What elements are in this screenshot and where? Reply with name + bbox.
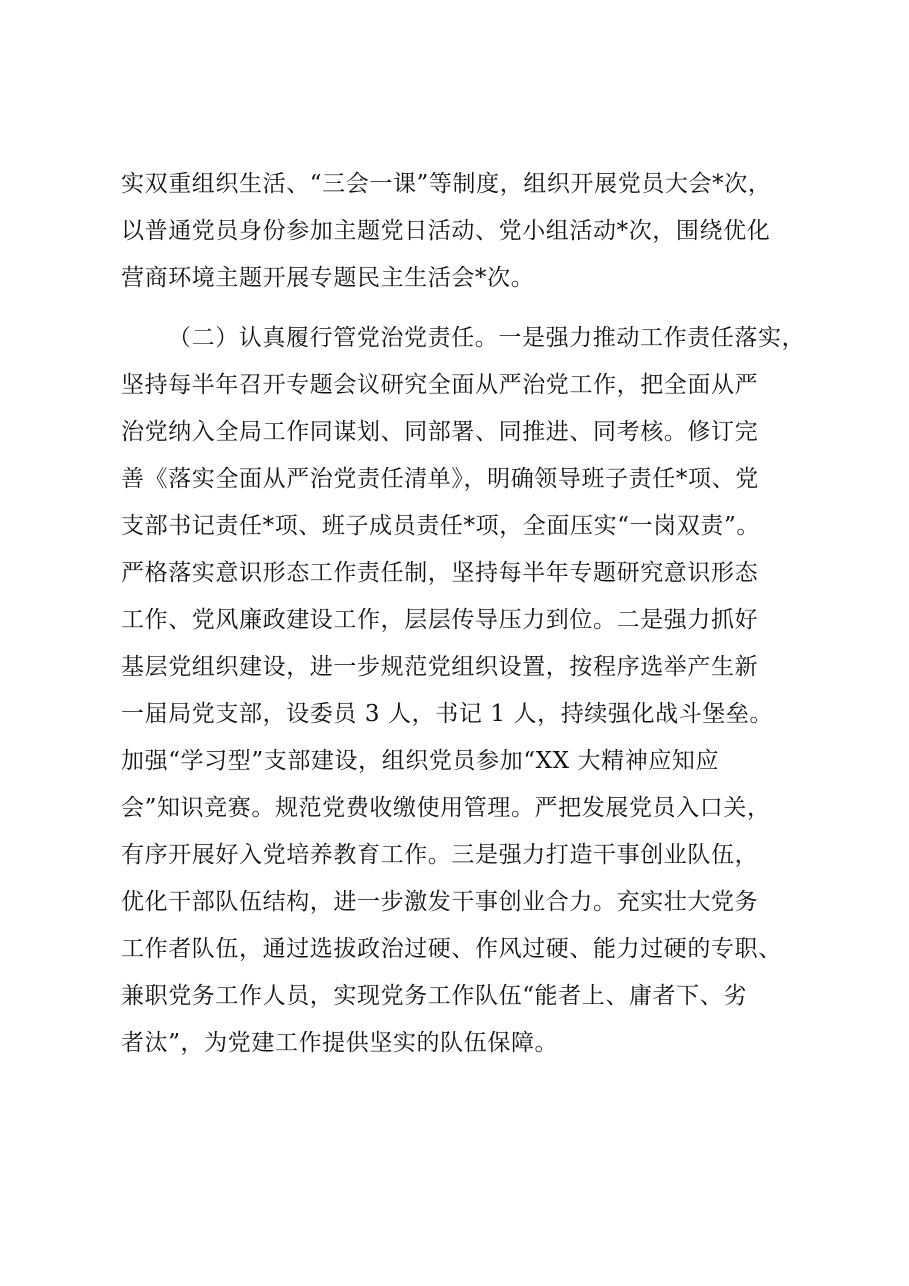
text-line: 实双重组织生活、“三会一课”等制度，组织开展党员大会*次， [121, 171, 772, 197]
text-line: 严格落实意识形态工作责任制，坚持每半年专题研究意识形态 [121, 560, 759, 586]
text-line: 一届局党支部，设委员 3 人，书记 1 人，持续强化战斗堡垒。 [121, 701, 774, 727]
text-line: 基层党组织建设，进一步规范党组织设置，按程序选举产生新 [121, 654, 759, 680]
text-line: 者汰”，为党建工作提供坚实的队伍保障。 [121, 1030, 559, 1056]
text-line: 加强“学习型”支部建设，组织党员参加“XX 大精神应知应 [121, 748, 720, 774]
text-line: 善《落实全面从严治党责任清单》，明确领导班子责任*项、党 [121, 466, 759, 492]
text-line: 优化干部队伍结构，进一步激发干事创业合力。充实壮大党务 [121, 889, 759, 915]
text-line: 工作者队伍，通过选拔政治过硬、作风过硬、能力过硬的专职、 [121, 936, 782, 962]
text-line: 支部书记责任*项、班子成员责任*项，全面压实“一岗双责”。 [121, 513, 760, 539]
paragraph-start-line: （二）认真履行管党治党责任。一是强力推动工作责任落实， [168, 325, 806, 351]
text-line: 营商环境主题开展专题民主生活会*次。 [121, 265, 535, 291]
text-line: 兼职党务工作人员，实现党务工作队伍“能者上、庸者下、劣 [121, 983, 747, 1009]
text-line: 以普通党员身份参加主题党日活动、党小组活动*次，围绕优化 [121, 218, 771, 244]
text-line: 工作、党风廉政建设工作，层层传导压力到位。二是强力抓好 [121, 607, 759, 633]
text-line: 有序开展好入党培养教育工作。三是强力打造干事创业队伍， [121, 842, 759, 868]
text-line: 治党纳入全局工作同谋划、同部署、同推进、同考核。修订完 [121, 419, 759, 445]
text-line: 会”知识竞赛。规范党费收缴使用管理。严把发展党员入口关， [121, 795, 771, 821]
text-line: 坚持每半年召开专题会议研究全面从严治党工作，把全面从严 [121, 372, 759, 398]
